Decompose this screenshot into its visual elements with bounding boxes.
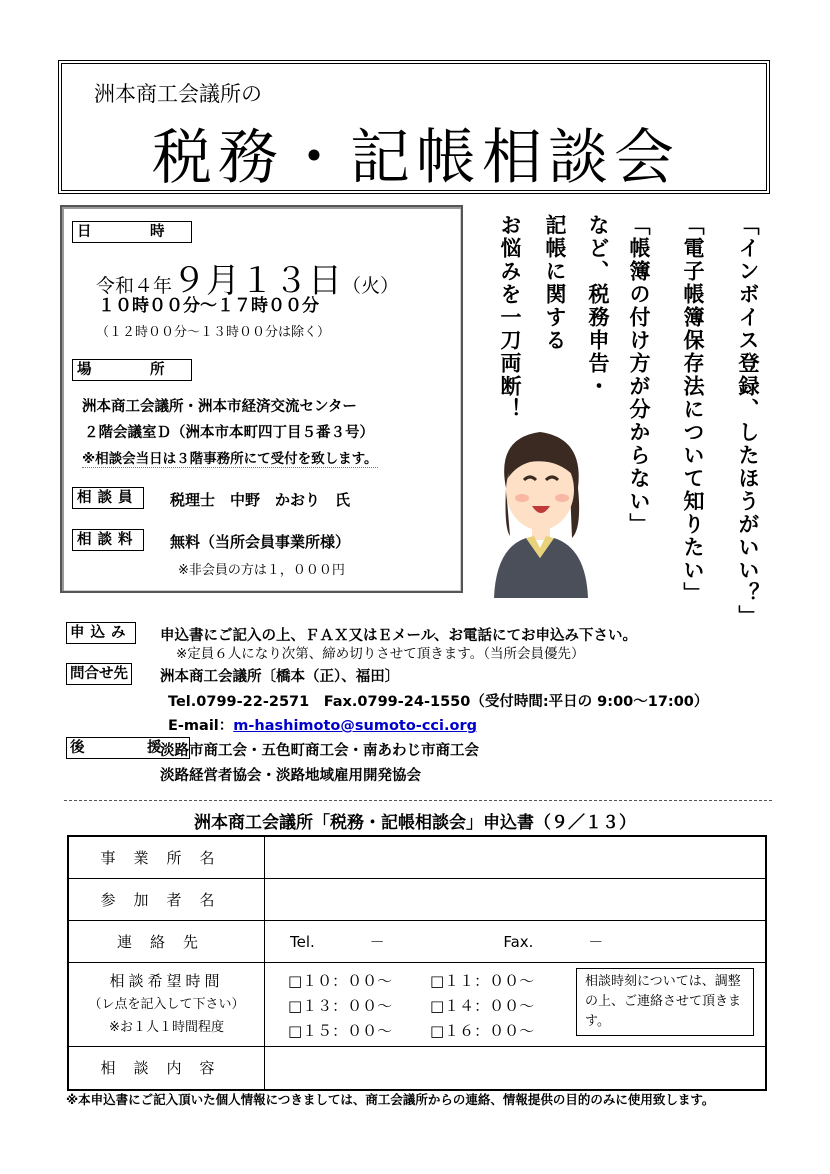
- slot-checkbox[interactable]: □１６：００～: [430, 1022, 535, 1040]
- slot-checkbox[interactable]: □１０：００～: [288, 972, 393, 990]
- datetime-label: 日 時: [72, 221, 192, 243]
- contact-field[interactable]: [265, 920, 767, 962]
- form-title: 洲本商工会議所「税務・記帳相談会」申込書（９／１３）: [194, 813, 636, 833]
- business-name-field[interactable]: [265, 836, 767, 878]
- slot-checkbox[interactable]: □１５：００～: [288, 1022, 393, 1040]
- date-month: ９月: [172, 261, 241, 301]
- contact-label: 問合せ先: [66, 663, 132, 685]
- email-prefix: E-mail：: [168, 718, 234, 734]
- header-subtitle: 洲本商工会議所の: [94, 82, 262, 106]
- date-weekday: （火）: [342, 275, 400, 297]
- event-info-box: [60, 205, 463, 593]
- apply-text: 申込書にご記入の上、ＦＡＸ又はＥメール、お電話にてお申込み下さい。: [160, 628, 638, 644]
- vertical-line-6: お悩みを一刀両断！: [498, 214, 522, 421]
- time-label: 相談希望時間: [109, 971, 224, 990]
- fax-label: Fax.: [503, 932, 534, 951]
- vertical-line-3: 「帳簿の付け方が分からない」: [627, 214, 651, 536]
- slot-checkbox[interactable]: □１１：００～: [430, 972, 535, 990]
- fee-label: 相談料: [72, 529, 144, 551]
- privacy-footnote: ※本申込書にご記入頂いた個人情報につきましては、商工会議所からの連絡、情報提供の目的のみに使用致します。: [66, 1092, 715, 1107]
- fee-text: 無料（当所会員事業所様）: [170, 533, 351, 551]
- contact-name: 洲本商工会議所〔橋本（正）、福田〕: [160, 669, 400, 685]
- support-line2: 淡路経営者協会・淡路地域雇用開発協会: [160, 768, 421, 784]
- contact-phone: Tel.0799-22-2571 Fax.0799-24-1550（受付時間:平日の 9:00～17:00）: [168, 694, 709, 710]
- vertical-line-4: など、税務申告・: [586, 214, 610, 398]
- date-day: １３日: [240, 261, 343, 301]
- tel-label: Tel.: [290, 932, 315, 951]
- place-label: 場 所: [72, 359, 192, 381]
- time-note1: （レ点を記入して下さい）: [88, 996, 245, 1012]
- fax-dash: －: [588, 932, 604, 951]
- place-line2: ２階会議室Ｄ（洲本市本町四丁目５番３号）: [84, 425, 374, 441]
- fee-note: ※非会員の方は１，０００円: [178, 563, 345, 578]
- email-link[interactable]: m-hashimoto@sumoto-cci.org: [233, 718, 477, 734]
- contact-email-line: [168, 714, 477, 735]
- time-note2: ※お１人１時間程度: [109, 1019, 224, 1035]
- support-label: 後 援: [66, 737, 190, 759]
- consultant-name: 税理士 中野 かおり 氏: [170, 491, 351, 509]
- time-exclude: （１２時００分～１３時００分は除く）: [96, 325, 331, 340]
- apply-note: ※定員６人になり次第、締め切りさせて頂きます。（当所会員優先）: [176, 646, 585, 662]
- header-box: [58, 60, 770, 194]
- contact-label-cell: 連絡先: [68, 920, 265, 962]
- support-line1: 淡路市商工会・五色町商工会・南あわじ市商工会: [160, 743, 479, 759]
- consultant-label: 相談員: [72, 487, 144, 509]
- content-field[interactable]: [265, 1046, 767, 1090]
- time-label-cell: [68, 962, 265, 1046]
- time-adjust-note: 相談時刻については、調整の上、ご連絡させて頂きます。: [576, 968, 754, 1036]
- date-prefix: 令和４年: [96, 275, 173, 297]
- business-name-label: 事業所名: [68, 836, 265, 878]
- apply-label: 申込み: [66, 622, 136, 644]
- tel-dash: －: [369, 932, 385, 951]
- participant-name-label: 参加者名: [68, 878, 265, 920]
- slot-checkbox[interactable]: □１４：００～: [430, 997, 535, 1015]
- vertical-line-2: 「電子帳簿保存法について知りたい」: [681, 214, 705, 605]
- page-title: 税務・記帳相談会: [152, 123, 680, 193]
- time-slots-cell: [265, 962, 767, 1046]
- slot-checkbox[interactable]: □１３：００～: [288, 997, 393, 1015]
- content-label: 相談内容: [68, 1046, 265, 1090]
- place-note: ※相談会当日は３階事務所にて受付を致します。: [82, 447, 378, 468]
- consultant-illustration: [486, 418, 594, 598]
- vertical-line-5: 記帳に関する: [543, 214, 567, 352]
- time-range: １０時００分～１７時００分: [98, 296, 319, 316]
- application-form: [67, 835, 767, 1091]
- cut-line: [64, 800, 772, 801]
- vertical-line-1: 「インボイス登録、したほうがいい？」: [736, 214, 760, 628]
- place-line1: 洲本商工会議所・洲本市経済交流センター: [82, 399, 357, 415]
- participant-name-field[interactable]: [265, 878, 767, 920]
